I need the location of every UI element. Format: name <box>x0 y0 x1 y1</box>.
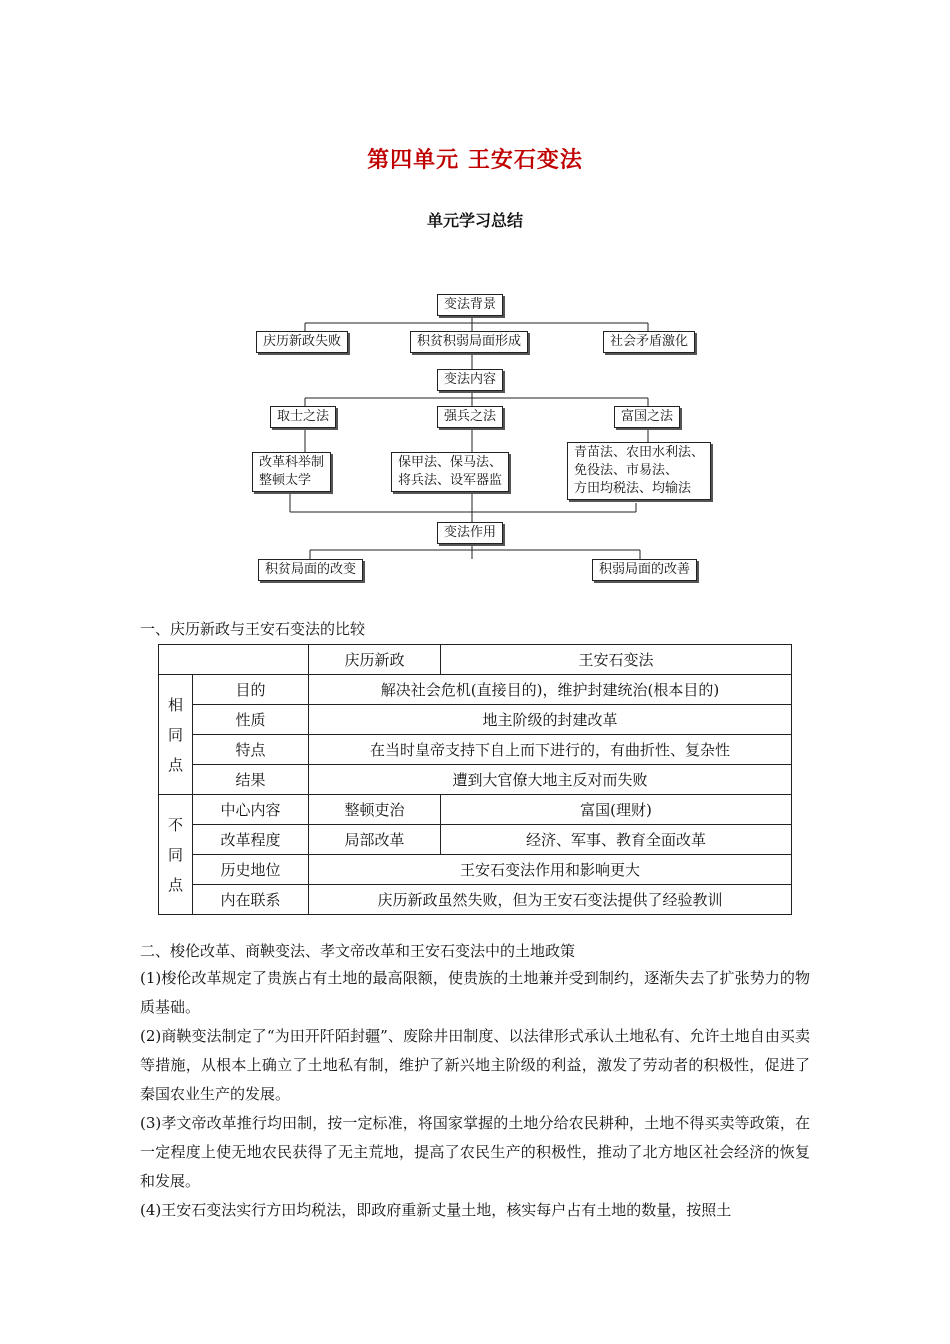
diagram-line: 整顿太学 <box>259 473 312 488</box>
table-row-label: 改革程度 <box>193 825 309 855</box>
table-corner-cell <box>159 645 309 675</box>
table-row <box>159 795 792 825</box>
paragraph-solon: (1)梭伦改革规定了贵族占有土地的最高限额，使贵族的土地兼并受到制约，逐渐失去了扩张势力的物质基础。 <box>140 969 810 1016</box>
paragraph-wanganshi: (4)王安石变法实行方田均税法，即政府重新丈量土地，核实每户占有土地的数量，按照土 <box>140 1201 732 1219</box>
table-same-label <box>159 675 193 795</box>
table-cell-qingli: 局部改革 <box>309 825 441 855</box>
table-row <box>159 885 792 915</box>
page-subtitle: 单元学习总结 <box>426 211 523 230</box>
table-row <box>159 765 792 795</box>
table-cell-qingli: 整顿吏治 <box>309 795 441 825</box>
table-row-label: 目的 <box>193 675 309 705</box>
section2-heading: 二、梭伦改革、商鞅变法、孝文帝改革和王安石变法中的土地政策 <box>140 942 576 960</box>
table-row-value: 遭到大官僚大地主反对而失败 <box>309 765 792 795</box>
diagram-node-qiangbing-detail <box>391 452 509 492</box>
table-row-label: 历史地位 <box>193 855 309 885</box>
table-cell-wang: 经济、军事、教育全面改革 <box>441 825 792 855</box>
table-diff-label <box>159 795 193 915</box>
table-row-label: 内在联系 <box>193 885 309 915</box>
section1-heading: 一、庆历新政与王安石变法的比较 <box>140 620 366 638</box>
diagram-node-jipin-change: 积贫局面的改变 <box>258 559 363 581</box>
diagram-line: 改革科举制 <box>259 455 325 470</box>
diagram-node-background: 变法背景 <box>437 294 503 316</box>
diagram-line: 免役法、市易法、 <box>574 463 679 478</box>
table-cell-wang: 富国(理财) <box>441 795 792 825</box>
diagram-node-fuguo: 富国之法 <box>614 406 680 428</box>
table-row-label: 性质 <box>193 705 309 735</box>
table-row-label: 特点 <box>193 735 309 765</box>
diagram-node-jiruo-improve: 积弱局面的改善 <box>592 559 697 581</box>
table-row <box>159 675 792 705</box>
diagram-node-social-conflict: 社会矛盾激化 <box>603 331 695 353</box>
diagram-node-qingli-failure: 庆历新政失败 <box>256 331 348 353</box>
table-row-value: 地主阶级的封建改革 <box>309 705 792 735</box>
vertical-label: 相同点 <box>167 695 183 774</box>
diagram-node-effect: 变法作用 <box>437 522 503 544</box>
table-row <box>159 825 792 855</box>
diagram-node-fuguo-detail <box>567 442 711 500</box>
diagram-line: 将兵法、设军器监 <box>398 473 503 488</box>
table-row-label: 结果 <box>193 765 309 795</box>
diagram-node-qiangbing: 强兵之法 <box>437 406 503 428</box>
table-row-value: 庆历新政虽然失败，但为王安石变法提供了经验教训 <box>309 885 792 915</box>
table-row <box>159 735 792 765</box>
table-row-value: 在当时皇帝支持下自上而下进行的，有曲折性、复杂性 <box>309 735 792 765</box>
table-row-label: 中心内容 <box>193 795 309 825</box>
diagram-line: 保甲法、保马法、 <box>398 455 503 470</box>
diagram-node-jipin-jiruo: 积贫积弱局面形成 <box>410 331 528 353</box>
table-row <box>159 855 792 885</box>
comparison-table <box>158 644 792 915</box>
diagram-node-content: 变法内容 <box>437 369 503 391</box>
paragraph-xiaowen: (3)孝文帝改革推行均田制，按一定标准，将国家掌握的土地分给农民耕种，土地不得买卖等政策，在一定程度上使无地农民获得了无主荒地，提高了农民生产的积极性，推动了北方地区社会经济的恢复和发展。 <box>140 1114 810 1190</box>
table-row <box>159 705 792 735</box>
diagram-node-qushi: 取士之法 <box>270 406 336 428</box>
table-row-value: 王安石变法作用和影响更大 <box>309 855 792 885</box>
page-title: 第四单元 王安石变法 <box>367 147 583 173</box>
diagram-line: 方田均税法、均输法 <box>574 481 692 496</box>
table-row-value: 解决社会危机(直接目的)，维护封建统治(根本目的) <box>309 675 792 705</box>
table-header-qingli: 庆历新政 <box>309 645 441 675</box>
paragraph-shangyang: (2)商鞅变法制定了“为田开阡陌封疆”、废除井田制度、以法律形式承认土地私有、允许土地自由买卖等措施，从根本上确立了土地私有制，维护了新兴地主阶级的利益，激发了劳动者的积极性，促进了秦国农业生产的发展。 <box>140 1027 810 1103</box>
table-header-wang: 王安石变法 <box>441 645 792 675</box>
table-header-row <box>159 645 792 675</box>
diagram-node-qushi-detail <box>252 452 331 492</box>
diagram-line: 青苗法、农田水利法、 <box>574 445 705 460</box>
vertical-label: 不同点 <box>167 815 183 894</box>
